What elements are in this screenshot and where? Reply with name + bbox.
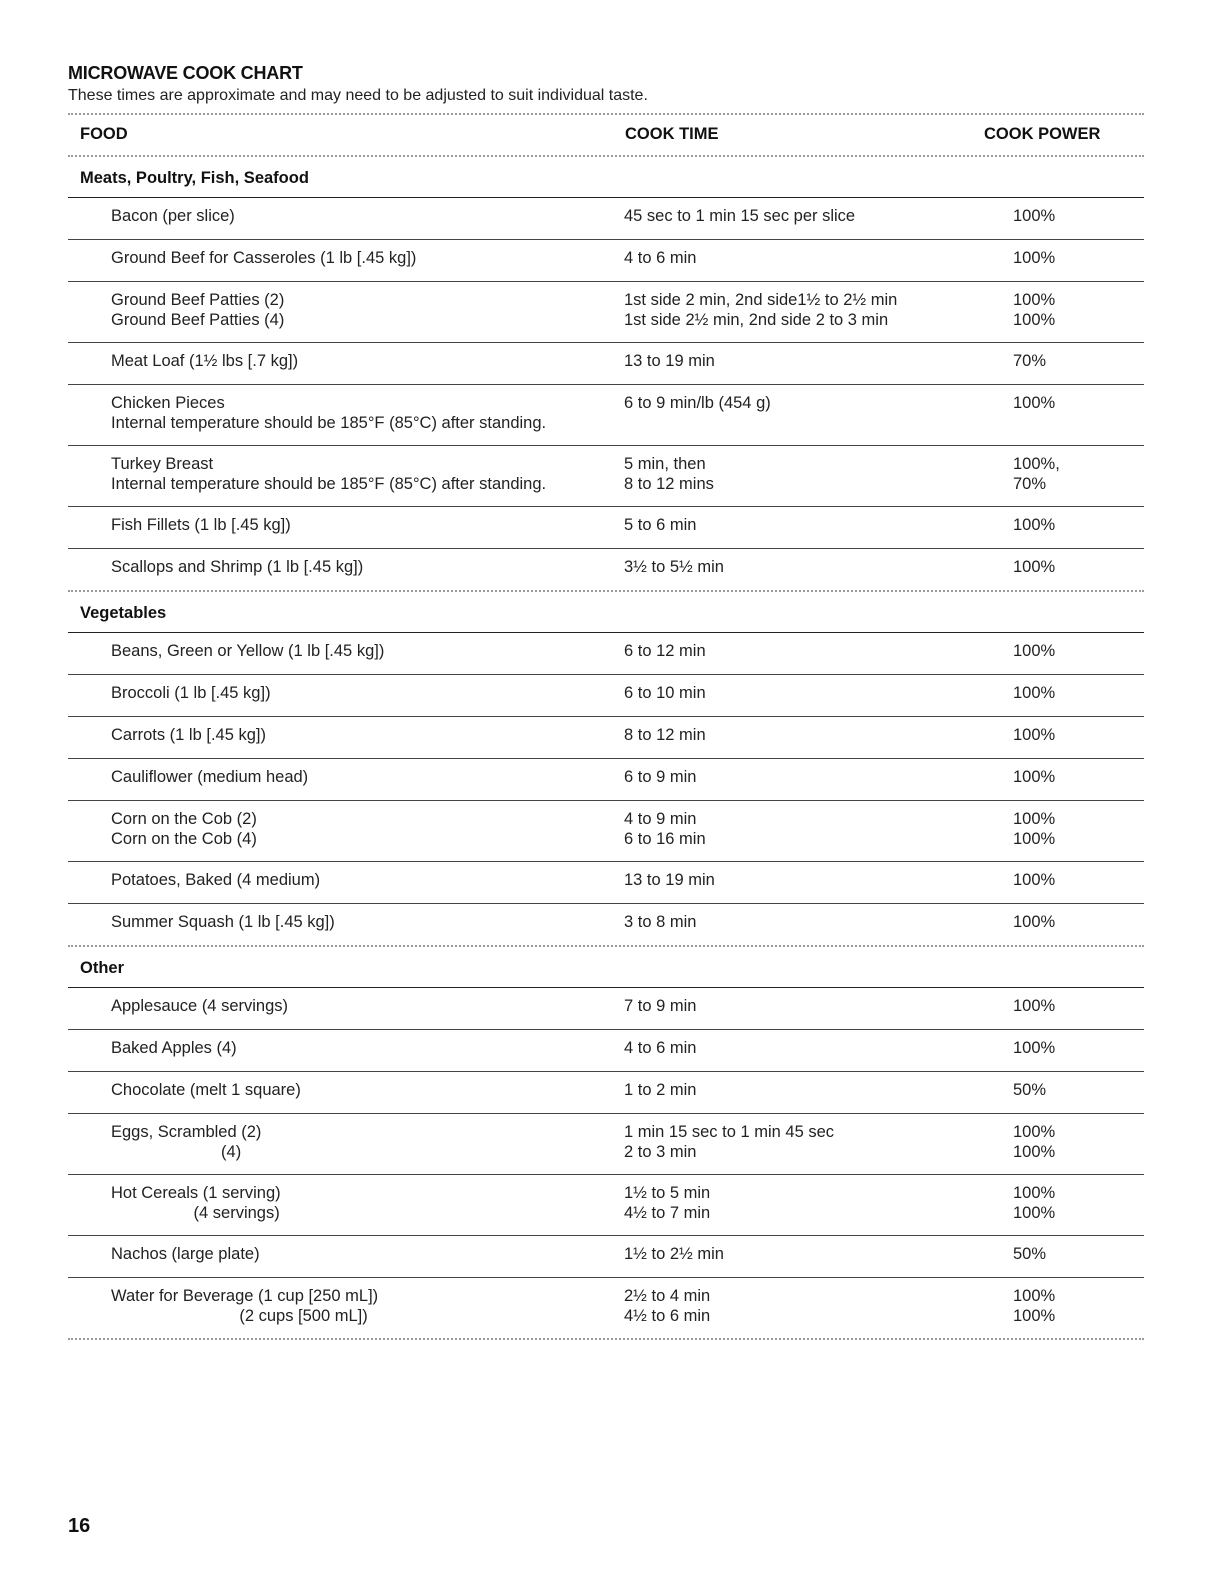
food-cell: Fish Fillets (1 lb [.45 kg]) [111,516,291,534]
table-row [68,801,1144,862]
cook-power-cell: 100% 100% [1013,291,1056,329]
table-row [68,446,1144,507]
cook-time-cell: 3½ to 5½ min [624,558,724,576]
cook-power-cell: 100% [1013,249,1056,267]
food-cell: Bacon (per slice) [111,207,235,225]
table-row [68,988,1144,1030]
food-cell: Water for Beverage (1 cup [250 mL]) (2 cups [500 mL]) [111,1287,379,1325]
section-title: Other [68,947,1144,988]
cook-time-cell: 8 to 12 min [624,726,706,744]
section-title: Vegetables [68,592,1144,633]
food-cell: Hot Cereals (1 serving) (4 servings) [111,1184,281,1222]
table-row [68,862,1144,904]
table-header [68,115,1144,155]
food-cell: Ground Beef for Casseroles (1 lb [.45 kg]) [111,249,417,267]
cook-time-cell: 1½ to 2½ min [624,1245,724,1263]
cook-power-cell: 100% [1013,207,1056,225]
cook-time-cell: 1st side 2 min, 2nd side1½ to 2½ min 1st side 2½ min, 2nd side 2 to 3 min [624,291,898,329]
cook-power-cell: 100% [1013,913,1056,931]
cook-power-cell: 100% 100% [1013,1184,1056,1222]
cook-power-cell: 50% [1013,1245,1047,1263]
food-cell: Chocolate (melt 1 square) [111,1081,301,1099]
food-cell: Baked Apples (4) [111,1039,237,1057]
table-row [68,1114,1144,1175]
table-body [68,157,1144,1340]
cook-power-cell: 100% [1013,684,1056,702]
food-cell: Broccoli (1 lb [.45 kg]) [111,684,271,702]
cook-power-cell: 100%, 70% [1013,455,1060,493]
cook-time-cell: 4 to 6 min [624,1039,697,1057]
cook-time-cell: 6 to 9 min/lb (454 g) [624,394,771,412]
column-header-cook-time: COOK TIME [625,125,719,143]
food-cell: Chicken Pieces Internal temperature should be 185°F (85°C) after standing. [111,394,547,432]
cook-power-cell: 100% 100% [1013,810,1056,848]
table-row [68,675,1144,717]
table-row [68,759,1144,801]
table-row [68,633,1144,675]
cook-time-cell: 6 to 12 min [624,642,706,660]
table-row [68,1278,1144,1338]
food-cell: Potatoes, Baked (4 medium) [111,871,321,889]
cook-time-cell: 13 to 19 min [624,871,715,889]
cook-power-cell: 100% [1013,871,1056,889]
cook-time-cell: 6 to 10 min [624,684,706,702]
cook-time-cell: 1 min 15 sec to 1 min 45 sec 2 to 3 min [624,1123,835,1161]
column-header-cook-power: COOK POWER [984,125,1101,143]
cook-time-cell: 3 to 8 min [624,913,697,931]
food-cell: Applesauce (4 servings) [111,997,289,1015]
table-row [68,904,1144,945]
page-subtitle: These times are approximate and may need to be adjusted to suit individual taste. [68,87,648,104]
cook-power-cell: 100% [1013,726,1056,744]
cook-power-cell: 100% [1013,516,1056,534]
cook-chart-table [68,113,1144,1340]
table-row [68,385,1144,446]
cook-power-cell: 100% [1013,768,1056,786]
table-row [68,198,1144,240]
cook-power-cell: 100% [1013,558,1056,576]
cook-power-cell: 70% [1013,352,1047,370]
page-number: 16 [68,1515,91,1537]
food-cell: Beans, Green or Yellow (1 lb [.45 kg]) [111,642,385,660]
cook-time-cell: 5 to 6 min [624,516,697,534]
page-title: MICROWAVE COOK CHART [68,63,303,83]
food-cell: Scallops and Shrimp (1 lb [.45 kg]) [111,558,364,576]
cook-time-cell: 4 to 6 min [624,249,697,267]
table-row [68,1175,1144,1236]
cook-power-cell: 100% [1013,642,1056,660]
food-cell: Ground Beef Patties (2) Ground Beef Patties (4) [111,291,285,329]
food-cell: Nachos (large plate) [111,1245,260,1263]
cook-power-cell: 100% [1013,1039,1056,1057]
food-cell: Eggs, Scrambled (2) (4) [111,1123,262,1161]
cook-time-cell: 1½ to 5 min 4½ to 7 min [624,1184,711,1222]
column-header-food: FOOD [80,125,128,143]
cook-power-cell: 100% [1013,394,1056,412]
cook-time-cell: 6 to 9 min [624,768,697,786]
cook-power-cell: 100% 100% [1013,1287,1056,1325]
food-cell: Turkey Breast Internal temperature should be 185°F (85°C) after standing. [111,455,547,493]
section-title: Meats, Poultry, Fish, Seafood [68,157,1144,198]
food-cell: Carrots (1 lb [.45 kg]) [111,726,266,744]
food-cell: Corn on the Cob (2) Corn on the Cob (4) [111,810,257,848]
table-row [68,717,1144,759]
cook-power-cell: 100% [1013,997,1056,1015]
food-cell: Summer Squash (1 lb [.45 kg]) [111,913,335,931]
food-cell: Cauliflower (medium head) [111,768,309,786]
table-row [68,240,1144,282]
table-row [68,1030,1144,1072]
table-row [68,282,1144,343]
table-row [68,343,1144,385]
cook-power-cell: 50% [1013,1081,1047,1099]
table-row [68,507,1144,549]
cook-time-cell: 5 min, then 8 to 12 mins [624,455,714,493]
table-row [68,1072,1144,1114]
table-row [68,549,1144,590]
table-bottom-rule [68,1338,1144,1340]
cook-time-cell: 2½ to 4 min 4½ to 6 min [624,1287,711,1325]
table-row [68,1236,1144,1278]
food-cell: Meat Loaf (1½ lbs [.7 kg]) [111,352,299,370]
cook-time-cell: 45 sec to 1 min 15 sec per slice [624,207,856,225]
cook-power-cell: 100% 100% [1013,1123,1056,1161]
cook-time-cell: 4 to 9 min 6 to 16 min [624,810,706,848]
cook-time-cell: 7 to 9 min [624,997,697,1015]
cook-time-cell: 13 to 19 min [624,352,715,370]
cook-time-cell: 1 to 2 min [624,1081,697,1099]
